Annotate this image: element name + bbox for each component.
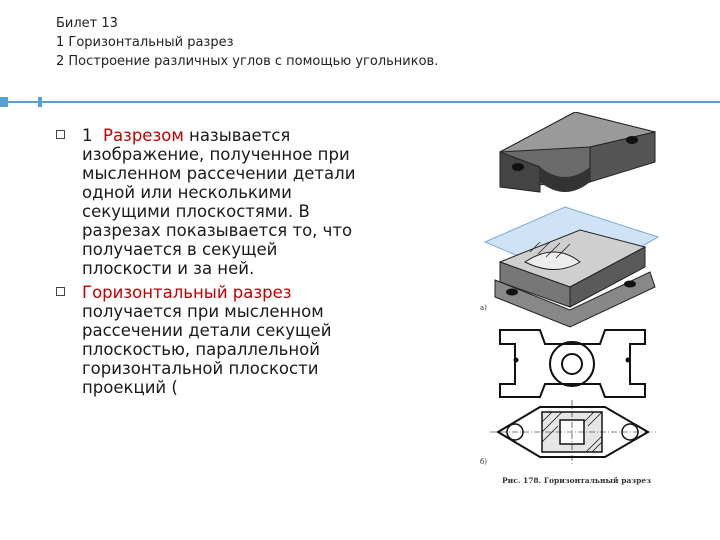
figure-caption: Рис. 178. Горизонтальный разрез <box>502 476 651 485</box>
horizontal-section-drawing <box>490 400 656 464</box>
title-line-3: 2 Построение различных углов с помощью угольников. <box>56 54 439 69</box>
term-razrez: Разрезом <box>103 126 184 145</box>
title-line-1: Билет 13 <box>56 16 118 31</box>
section-illustration <box>480 112 660 492</box>
detail-upper-half <box>500 112 655 192</box>
header-divider <box>0 101 720 103</box>
slide-body <box>56 126 356 402</box>
square-bullet-icon <box>56 287 65 296</box>
figure-label-a: а) <box>480 304 487 312</box>
slide-title <box>56 14 438 71</box>
title-line-2: 1 Горизонтальный разрез <box>56 35 234 50</box>
item-number: 1 <box>82 126 93 145</box>
item2-text: получается при мысленном рассечении детали секущей плоскостью, параллельной горизонтальной плоскости проекций ( <box>82 302 332 397</box>
bullet-item-1 <box>56 126 356 278</box>
front-projection-drawing <box>500 330 645 397</box>
figure-label-b: б) <box>480 458 487 466</box>
divider-mark-left <box>0 97 8 107</box>
term-horizontal-section: Горизонтальный разрез <box>82 283 292 302</box>
bullet-item-2 <box>56 283 356 397</box>
square-bullet-icon <box>56 130 65 139</box>
item1-text: называется изображение, полученное при мысленном рассечении детали одной или несколькими секущими плоскостями. В разрезах показывается то, что получается в секущей плоскости и за ней. <box>82 126 356 278</box>
divider-mark-mid <box>38 97 42 107</box>
